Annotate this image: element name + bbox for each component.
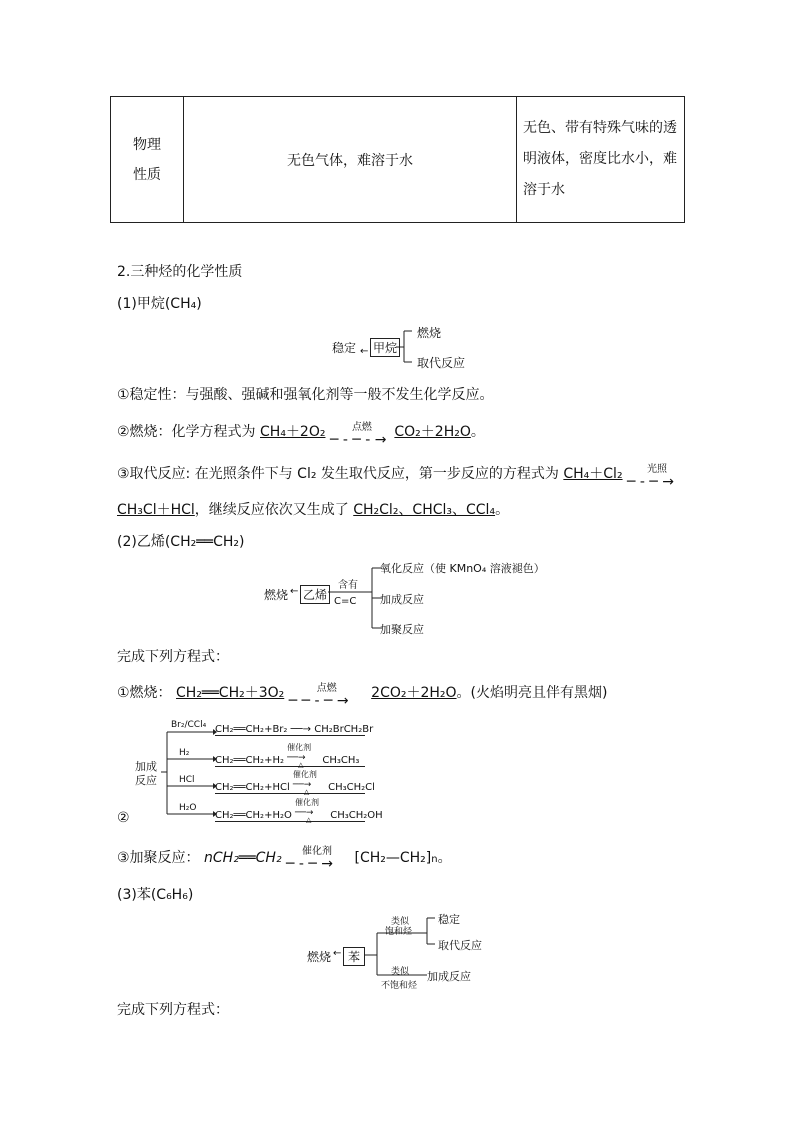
eq-left: CH₂══CH₂+H₂ bbox=[215, 755, 284, 766]
eq-left: CH₂══CH₂+HCl bbox=[215, 782, 290, 793]
catalyst-arrow bbox=[292, 770, 325, 796]
methane-diag-left: 稳定 bbox=[332, 341, 357, 355]
catalyst-label: 催化剂 bbox=[292, 770, 317, 779]
methane-heading: (1)甲烷(CH₄) bbox=[117, 296, 202, 312]
ethylene-complete-prompt: 完成下列方程式： bbox=[117, 649, 229, 665]
poly-condition: 催化剂 bbox=[302, 846, 333, 857]
benzene-diag-stable: 稳定 bbox=[438, 913, 460, 926]
ethylene-heading: (2)乙烯(CH₂══CH₂) bbox=[117, 534, 245, 550]
poly-prefix: ③加聚反应： bbox=[117, 850, 200, 866]
eq-right: CH₃CH₃ bbox=[322, 755, 360, 766]
poly-end: 。 bbox=[437, 850, 452, 866]
row-label-line2: 性质 bbox=[133, 166, 161, 183]
eq-right: CH₂BrCH₂Br bbox=[314, 724, 374, 735]
substitution-condition: 光照 bbox=[647, 464, 668, 475]
bracket-close-icon: ] bbox=[425, 850, 432, 866]
dashed-arrow-icon: ─ ‑ ─ → bbox=[627, 474, 675, 490]
reaction-arrow bbox=[286, 846, 350, 872]
arrow-left-icon: ← bbox=[333, 948, 342, 959]
eq-left: CH₂══CH₂+Br₂ bbox=[215, 724, 288, 735]
combustion-end: 。 bbox=[470, 424, 485, 440]
eq-right: CH₃CH₂Cl bbox=[328, 782, 375, 793]
ethylene-burn-products: 2CO₂＋2H₂O bbox=[371, 685, 457, 701]
addition-branch-lines bbox=[161, 718, 217, 830]
subscript-n: n bbox=[431, 854, 438, 865]
ethylene-diag-has: 含有 bbox=[338, 580, 358, 591]
methane-combustion bbox=[117, 422, 485, 448]
heat-icon: △ bbox=[303, 788, 310, 796]
catalyst-label: 催化剂 bbox=[295, 798, 320, 807]
row-label-cell bbox=[111, 97, 184, 223]
heat-icon: △ bbox=[306, 816, 312, 824]
dashed-arrow-icon: ─ ‑ ─ → bbox=[286, 856, 334, 872]
ethylene-combustion bbox=[117, 683, 608, 709]
arrow-right-icon: ──→ bbox=[287, 753, 306, 763]
bracket-open-icon: [ bbox=[354, 850, 360, 866]
benzene-diag-center: 苯 bbox=[343, 947, 365, 966]
ethylene-polymerization bbox=[117, 848, 452, 870]
benzene-heading: (3)苯(C₆H₆) bbox=[117, 887, 194, 903]
ethylene-diag-center: 乙烯 bbox=[300, 585, 330, 604]
reagent-h2: H₂ bbox=[179, 748, 190, 758]
combustion-condition: 点燃 bbox=[351, 422, 372, 433]
poly-left: nCH₂══CH₂ bbox=[204, 850, 282, 866]
dashed-arrow-icon: ─ ─ ‑ ─ → bbox=[288, 693, 349, 709]
methane-diag-bottom: 取代反应 bbox=[417, 356, 466, 370]
benzene-upper-cond-2: 饱和烃 bbox=[385, 927, 413, 937]
physical-properties-table bbox=[110, 96, 685, 223]
substitution-end: 。 bbox=[495, 502, 510, 518]
benzene-upper-cond-1: 类似 bbox=[391, 917, 410, 927]
addition-marker: ② bbox=[117, 810, 130, 826]
benzene-diagram bbox=[305, 908, 505, 991]
benzene-diag-addition: 加成反应 bbox=[427, 970, 471, 983]
addition-label-1: 加成 bbox=[135, 760, 157, 773]
arrow-right-icon: ──→ bbox=[295, 808, 314, 818]
reagent-hcl: HCl bbox=[179, 775, 195, 785]
methane-diag-center: 甲烷 bbox=[370, 338, 400, 357]
substitution-prefix: ③取代反应: 在光照条件下与 Cl₂ 发生取代反应，第一步反应的方程式为 bbox=[117, 466, 559, 482]
ethylene-diag-group: C=C bbox=[334, 596, 357, 607]
benzene-diag-substitution: 取代反应 bbox=[438, 939, 482, 952]
ethylene-diag-addition: 加成反应 bbox=[380, 593, 424, 606]
property-b-line2: 明液体，密度比水小，难 bbox=[523, 151, 677, 167]
benzene-lower-cond-2: 不饱和烃 bbox=[381, 981, 418, 991]
substitution-products: CH₃Cl＋HCl bbox=[117, 502, 195, 518]
catalyst-label: 催化剂 bbox=[287, 743, 312, 752]
ethylene-branch-lines bbox=[328, 556, 382, 642]
arrow-left-icon: ← bbox=[290, 586, 299, 597]
ethylene-diag-oxidation: 氧化反应（使 KMnO₄ 溶液褪色） bbox=[380, 562, 545, 575]
eq-left: CH₂══CH₂+H₂O bbox=[215, 810, 292, 821]
dashed-arrow-icon: ─ ‑ ─ ‑ → bbox=[329, 432, 387, 448]
catalyst-arrow bbox=[287, 743, 319, 769]
reaction-arrow bbox=[288, 683, 367, 709]
substitution-mid: ，继续反应依次又生成了 bbox=[194, 502, 349, 518]
benzene-lower-cond-1: 类似 bbox=[391, 967, 410, 977]
reaction-arrow bbox=[329, 422, 390, 448]
methane-stability: ①稳定性：与强酸、强碱和强氧化剂等一般不发生化学反应。 bbox=[117, 387, 494, 403]
section-2-title: 2.三种烃的化学性质 bbox=[117, 264, 243, 280]
addition-reactions-block bbox=[117, 718, 387, 830]
combustion-products: CO₂＋2H₂O bbox=[394, 424, 471, 440]
property-b-line3: 溶于水 bbox=[523, 182, 565, 198]
benzene-diag-left: 燃烧 bbox=[307, 950, 332, 964]
addition-eq-h2 bbox=[215, 743, 365, 769]
methane-substitution-cont bbox=[117, 500, 509, 520]
property-b-line1: 无色、带有特殊气味的透 bbox=[523, 120, 677, 136]
benzene-property-cell bbox=[517, 97, 685, 223]
row-label-line1: 物理 bbox=[133, 136, 161, 153]
methane-diag-top: 燃烧 bbox=[417, 326, 442, 340]
addition-label-2: 反应 bbox=[135, 774, 157, 787]
ethylene-diag-left: 燃烧 bbox=[264, 588, 289, 602]
catalyst-arrow bbox=[295, 798, 327, 824]
ethylene-burn-prefix: ①燃烧： bbox=[117, 685, 172, 701]
substitution-reactants: CH₄＋Cl₂ bbox=[563, 466, 623, 482]
ethylene-burn-condition: 点燃 bbox=[316, 683, 337, 694]
reagent-h2o: H₂O bbox=[179, 803, 197, 813]
benzene-complete-prompt: 完成下列方程式： bbox=[117, 1002, 229, 1018]
ethylene-burn-reactants: CH₂══CH₂＋3O₂ bbox=[176, 685, 285, 701]
ethylene-diagram bbox=[262, 556, 562, 642]
ethylene-burn-note: 。(火焰明亮且伴有黑烟) bbox=[456, 685, 608, 701]
addition-eq-br2 bbox=[215, 724, 374, 736]
arrow-right-icon: ──→ bbox=[292, 780, 312, 790]
arrow-left-icon: ← bbox=[360, 346, 369, 357]
ethylene-diag-polymerization: 加聚反应 bbox=[380, 623, 424, 636]
poly-right: CH₂—CH₂ bbox=[359, 850, 426, 866]
eq-right: CH₃CH₂OH bbox=[330, 810, 383, 821]
combustion-prefix: ②燃烧：化学方程式为 bbox=[117, 424, 256, 440]
addition-eq-hcl bbox=[215, 770, 375, 796]
methane-diagram bbox=[330, 322, 470, 372]
substitution-product-list: CH₂Cl₂、CHCl₃、CCl₄ bbox=[353, 502, 496, 518]
arrow-right-icon: ──→ bbox=[290, 724, 315, 735]
methane-substitution bbox=[117, 464, 683, 490]
reagent-br2: Br₂/CCl₄ bbox=[171, 720, 207, 730]
methane-branch-lines bbox=[396, 322, 412, 372]
property-text-a: 无色气体，难溶于水 bbox=[287, 152, 413, 169]
methane-ethylene-property-cell bbox=[184, 97, 517, 223]
reaction-arrow bbox=[627, 464, 683, 490]
heat-icon: △ bbox=[298, 761, 304, 769]
combustion-reactants: CH₄＋2O₂ bbox=[260, 424, 326, 440]
addition-eq-h2o bbox=[215, 798, 383, 824]
